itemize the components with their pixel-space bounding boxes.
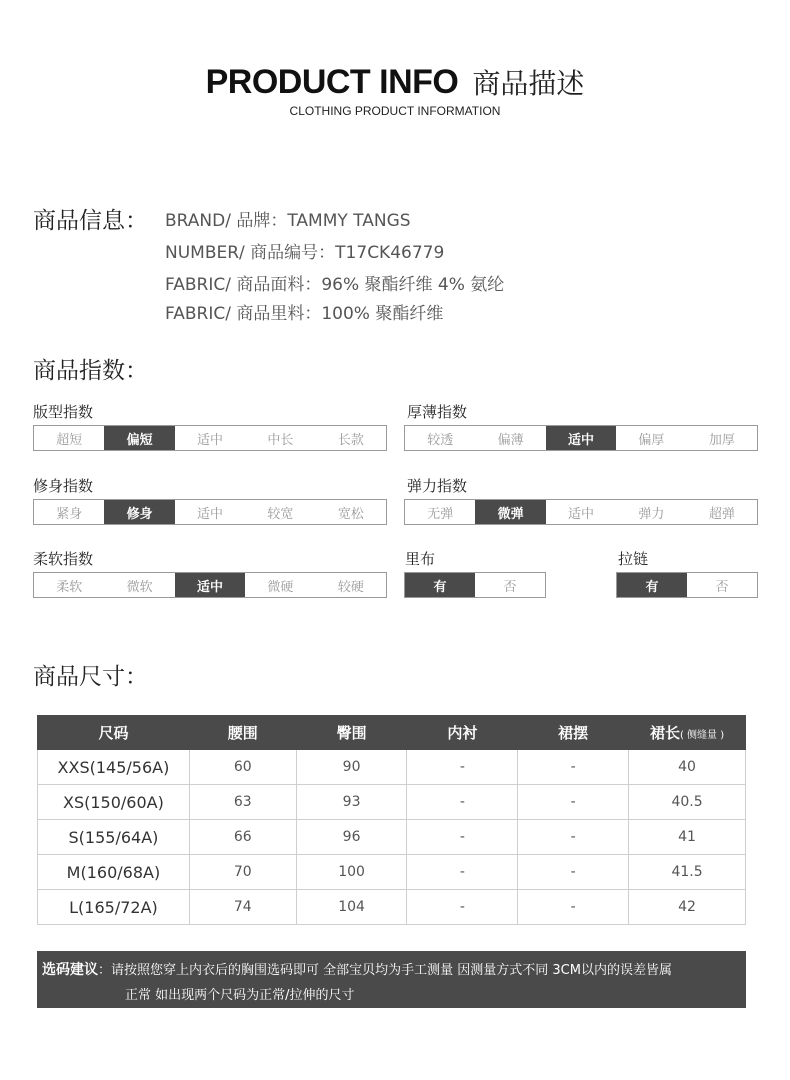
scale-label-elasticity: 弹力指数 [407, 477, 468, 495]
info-fabric: FABRIC/ 商品面料：96% 聚酯纤维 4% 氨纶 [165, 275, 505, 295]
table-cell: 70 [189, 855, 296, 890]
scale-option: 适中 [197, 506, 224, 522]
product-info-heading: 商品信息： [33, 208, 148, 234]
scale-option: 中长 [267, 432, 294, 448]
scale-slim [33, 499, 387, 525]
table-cell: 63 [189, 785, 296, 820]
table-row [38, 820, 746, 855]
header-length-note: ( 侧缝量 ) [679, 730, 725, 741]
page-subtitle: CLOTHING PRODUCT INFORMATION [289, 104, 501, 118]
table-cell: 41 [629, 820, 746, 855]
scale-option: 微弹 [475, 500, 545, 524]
scale-option: 偏厚 [638, 432, 665, 448]
header-size: 尺码 [38, 716, 190, 750]
scale-fit [33, 425, 387, 451]
scale-option: 弹力 [638, 506, 665, 522]
table-cell: 74 [189, 890, 296, 925]
scale-label-thickness: 厚薄指数 [407, 403, 468, 421]
table-cell: 41.5 [629, 855, 746, 890]
table-cell: - [518, 820, 629, 855]
table-cell: - [518, 785, 629, 820]
table-cell: XS(150/60A) [38, 785, 190, 820]
table-row [38, 855, 746, 890]
table-cell: - [518, 855, 629, 890]
table-cell: 90 [296, 750, 407, 785]
scale-thickness [404, 425, 758, 451]
table-cell: M(160/68A) [38, 855, 190, 890]
header-waist: 腰围 [189, 716, 296, 750]
table-cell: 40 [629, 750, 746, 785]
table-cell: - [407, 820, 518, 855]
table-row [38, 890, 746, 925]
table-cell: 42 [629, 890, 746, 925]
indices-heading: 商品指数： [33, 358, 148, 384]
table-cell: 60 [189, 750, 296, 785]
scale-option: 适中 [197, 432, 224, 448]
table-cell: - [407, 855, 518, 890]
scale-option: 适中 [175, 573, 245, 597]
scale-option: 宽松 [337, 506, 364, 522]
scale-option: 较硬 [337, 579, 364, 595]
table-cell: 104 [296, 890, 407, 925]
table-cell: 96 [296, 820, 407, 855]
info-brand: BRAND/ 品牌：TAMMY TANGS [165, 211, 411, 231]
header-length [629, 716, 746, 750]
scale-label-lining: 里布 [405, 550, 436, 568]
scale-softness [33, 572, 387, 598]
scale-option: 较宽 [267, 506, 294, 522]
scale-option: 较透 [427, 432, 454, 448]
table-cell: - [407, 890, 518, 925]
scale-option: 修身 [104, 500, 174, 524]
scale-option: 偏薄 [497, 432, 524, 448]
scale-option: 偏短 [104, 426, 174, 450]
scale-option: 柔软 [56, 579, 83, 595]
scale-option: 适中 [568, 506, 595, 522]
scale-option: 适中 [546, 426, 616, 450]
scale-option: 紧身 [56, 506, 83, 522]
size-table-body [38, 750, 746, 925]
scale-option: 超弹 [708, 506, 735, 522]
header-hip: 臀围 [296, 716, 407, 750]
scale-label-fit: 版型指数 [33, 403, 94, 421]
table-cell: - [407, 750, 518, 785]
advice-line-1: ：请按照您穿上内衣后的胸围选码即可 全部宝贝均为手工测量 因测量方式不同 3CM以内的误差皆属 [98, 963, 672, 978]
table-cell: - [518, 890, 629, 925]
advice-line-2: 正常 如出现两个尺码为正常/拉伸的尺寸 [125, 988, 355, 1003]
table-cell: 93 [296, 785, 407, 820]
table-cell: L(165/72A) [38, 890, 190, 925]
table-cell: S(155/64A) [38, 820, 190, 855]
scale-option: 微硬 [267, 579, 294, 595]
scale-option: 否 [503, 579, 517, 595]
page-title [0, 62, 790, 102]
scale-zipper [616, 572, 758, 598]
scale-elasticity [404, 499, 758, 525]
scale-option: 加厚 [708, 432, 735, 448]
scale-option: 有 [405, 573, 475, 597]
scale-label-softness: 柔软指数 [33, 550, 94, 568]
header-hem: 裙摆 [518, 716, 629, 750]
table-cell: 66 [189, 820, 296, 855]
table-cell: 100 [296, 855, 407, 890]
table-cell: - [407, 785, 518, 820]
table-row [38, 785, 746, 820]
scale-option: 微软 [126, 579, 153, 595]
scale-label-slim: 修身指数 [33, 477, 94, 495]
header-lining: 内衬 [407, 716, 518, 750]
table-cell: XXS(145/56A) [38, 750, 190, 785]
scale-option: 否 [715, 579, 729, 595]
header-length-label: 裙长 [649, 724, 680, 742]
page-header [0, 62, 790, 118]
scale-label-zipper: 拉链 [618, 550, 649, 568]
size-table-header [38, 716, 746, 750]
info-number: NUMBER/ 商品编号：T17CK46779 [165, 243, 445, 263]
info-lining: FABRIC/ 商品里料：100% 聚酯纤维 [165, 304, 444, 324]
table-cell: 40.5 [629, 785, 746, 820]
size-table [37, 715, 746, 925]
scale-lining [404, 572, 546, 598]
table-row [38, 750, 746, 785]
title-english: PRODUCT INFO [205, 63, 459, 101]
table-cell: - [518, 750, 629, 785]
size-advice [37, 951, 746, 1008]
advice-label: 选码建议 [42, 962, 98, 978]
scale-option: 有 [617, 573, 687, 597]
title-chinese: 商品描述 [472, 67, 585, 100]
scale-option: 长款 [337, 432, 364, 448]
scale-option: 超短 [56, 432, 83, 448]
size-heading: 商品尺寸： [33, 664, 148, 690]
scale-option: 无弹 [427, 506, 454, 522]
